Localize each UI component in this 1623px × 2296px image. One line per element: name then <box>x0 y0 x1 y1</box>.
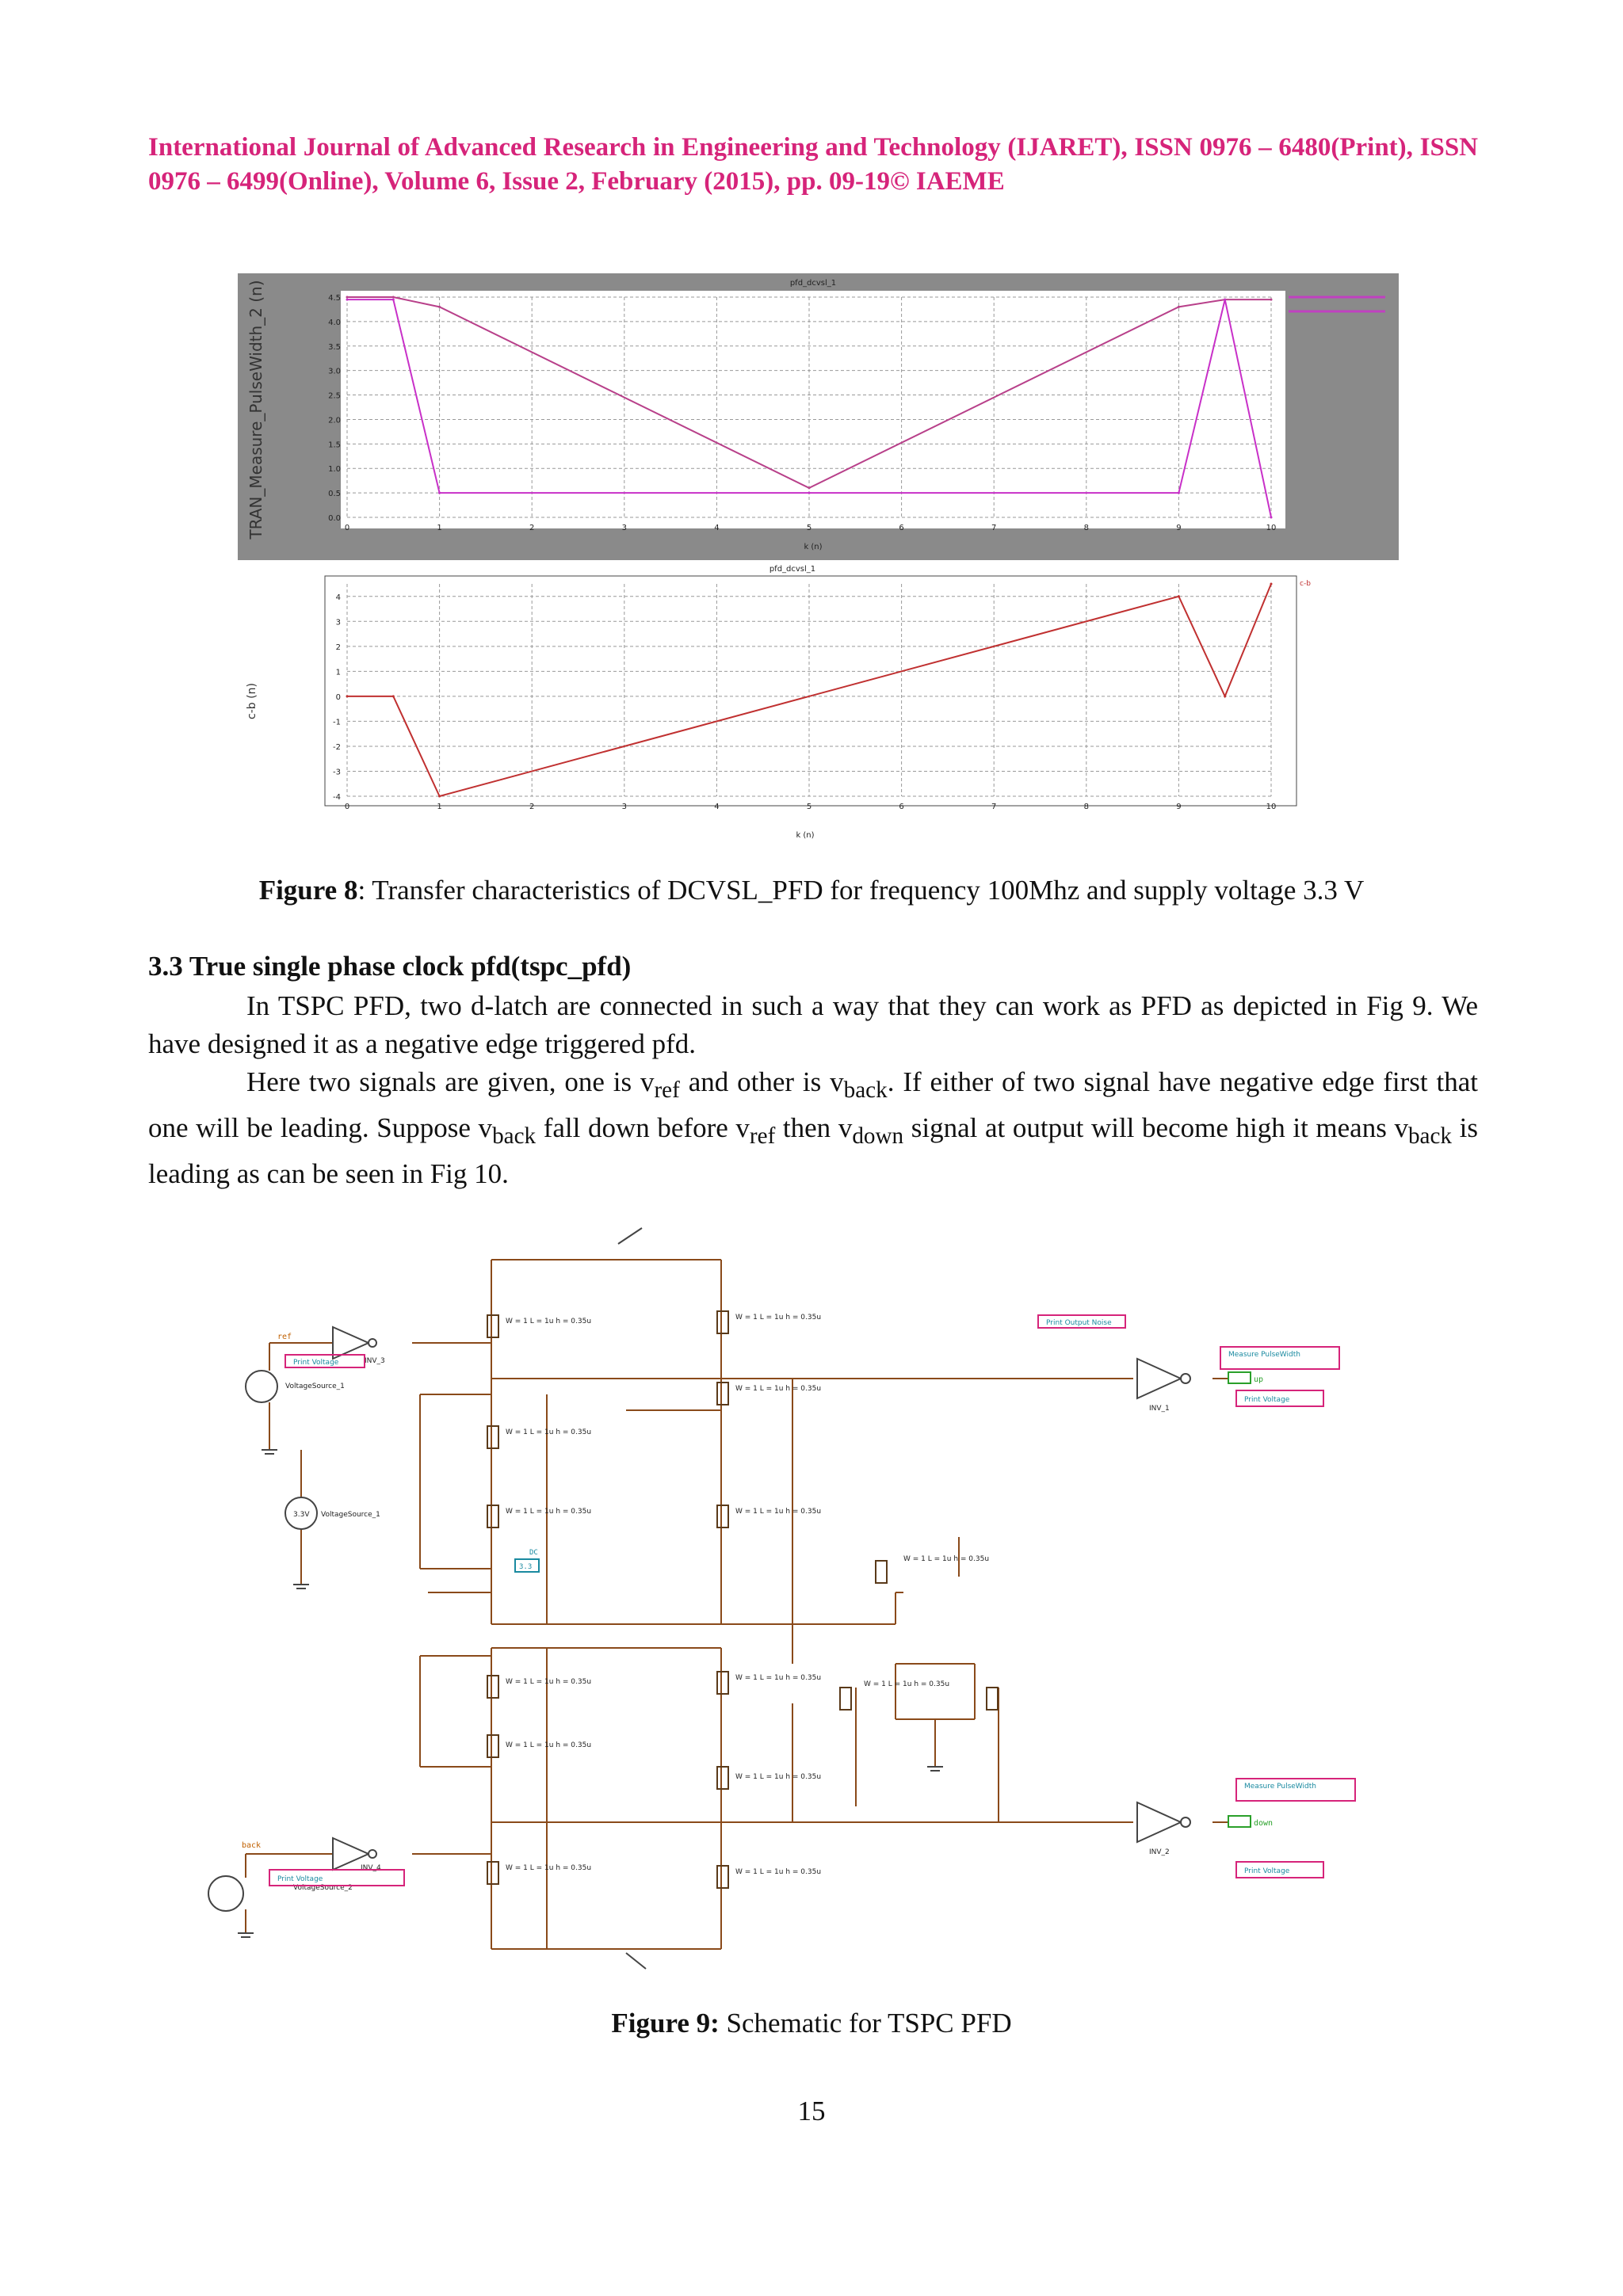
inv4-label: INV_4 <box>361 1864 381 1872</box>
chart1-point <box>1178 306 1180 308</box>
p2-seg-b: and other is v <box>679 1066 844 1097</box>
vsource1-label: VoltageSource_1 <box>285 1383 345 1390</box>
chart1-xtick: 5 <box>806 524 812 532</box>
supply-label: 3.3V <box>293 1511 310 1519</box>
svg-text:W = 1 L = 1u h = 0.35u: W = 1 L = 1u h = 0.35u <box>735 1385 822 1393</box>
print-voltage-back: Print Voltage <box>277 1875 323 1883</box>
chart1-ylabel: TRAN_Measure_PulseWidth_2 (n) <box>246 280 265 540</box>
inv1-label: INV_1 <box>1149 1405 1170 1413</box>
inv3-label: INV_3 <box>365 1357 385 1365</box>
chart2-point <box>1270 583 1273 585</box>
figure-8-charts <box>238 273 1399 844</box>
chart2-xtick: 5 <box>806 803 812 811</box>
chart1-ytick: 0.0 <box>328 514 341 523</box>
chart1-xtick: 9 <box>1176 524 1182 532</box>
dc-label: DC <box>529 1549 538 1557</box>
chart2-point <box>346 695 349 697</box>
chart2-ytick: 2 <box>335 643 341 652</box>
chart2-point <box>392 695 395 697</box>
measure-down: Measure PulseWidth <box>1244 1783 1316 1791</box>
chart2-ytick: -2 <box>333 742 341 752</box>
chart1-xtick: 1 <box>437 524 442 532</box>
figure-9 <box>174 1212 1458 1973</box>
vsource2-label: VoltageSource_1 <box>321 1511 380 1519</box>
svg-text:W = 1 L = 1u h = 0.35u: W = 1 L = 1u h = 0.35u <box>506 1508 592 1516</box>
chart1-point <box>1270 517 1273 519</box>
chart2-xtick: 4 <box>714 803 720 811</box>
p2-seg-g: is leading as can be seen in Fig 10. <box>148 1112 1478 1189</box>
chart1-point <box>392 296 395 299</box>
section-title: 3.3 True single phase clock pfd(tspc_pfd) <box>148 951 632 982</box>
p2-seg-f: signal at output will become high it means v <box>903 1112 1408 1143</box>
chart1-xtick: 7 <box>991 524 997 532</box>
chart1-xtick: 4 <box>714 524 720 532</box>
journal-header <box>148 131 1478 199</box>
chart1-point <box>1270 299 1273 301</box>
down-label: down <box>1254 1819 1274 1828</box>
dc-value: 3.3 <box>519 1563 533 1571</box>
chart2-ytick: 3 <box>335 618 341 627</box>
chart2-ytick: -1 <box>333 718 341 727</box>
chart1-xtick: 8 <box>1083 524 1089 532</box>
chart1-xtick: 0 <box>344 524 350 532</box>
chart1-ytick: 2.5 <box>328 391 341 401</box>
chart1-ytick: 4.0 <box>328 318 341 327</box>
p2-seg-e: then v <box>775 1112 853 1143</box>
svg-text:W = 1 L = 1u h = 0.35u: W = 1 L = 1u h = 0.35u <box>506 1678 592 1686</box>
svg-text:W = 1 L = 1u h = 0.35u: W = 1 L = 1u h = 0.35u <box>506 1428 592 1436</box>
chart1-point <box>438 306 441 308</box>
svg-text:W = 1 L = 1u h = 0.35u: W = 1 L = 1u h = 0.35u <box>735 1773 822 1781</box>
paragraph-1 <box>148 987 1478 1063</box>
chart2-ytick: 1 <box>335 668 341 677</box>
svg-text:W = 1 L = 1u h = 0.35u: W = 1 L = 1u h = 0.35u <box>903 1555 990 1563</box>
chart1-xtick: 3 <box>621 524 627 532</box>
svg-text:W = 1 L = 1u h = 0.35u: W = 1 L = 1u h = 0.35u <box>735 1508 822 1516</box>
svg-text:W = 1 L = 1u h = 0.35u: W = 1 L = 1u h = 0.35u <box>506 1318 592 1325</box>
chart2-ytick: -3 <box>333 768 341 777</box>
chart2-title: pfd_dcvsl_1 <box>769 565 816 574</box>
p2-seg-a: Here two signals are given, one is v <box>246 1066 655 1097</box>
svg-text:W = 1 L = 1u h = 0.35u: W = 1 L = 1u h = 0.35u <box>864 1680 950 1688</box>
chart1-xlabel: k (n) <box>804 543 823 551</box>
chart1-ytick: 1.5 <box>328 441 341 450</box>
paragraph-2-text <box>148 1063 1478 1193</box>
chart2-point <box>438 795 441 798</box>
figure-8 <box>238 273 1399 844</box>
chart1-title: pfd_dcvsl_1 <box>789 279 837 288</box>
svg-text:W = 1 L = 1u h = 0.35u: W = 1 L = 1u h = 0.35u <box>506 1741 592 1749</box>
chart2-point <box>1178 595 1180 597</box>
grid-dots <box>174 1212 1458 1973</box>
chart2-xtick: 3 <box>621 803 627 811</box>
back-label: back <box>242 1841 262 1850</box>
chart1-point <box>346 296 349 299</box>
print-voltage-ref: Print Voltage <box>293 1359 339 1367</box>
paragraph-1-text: In TSPC PFD, two d-latch are connected in such a way that they can work as PFD as depicted in Fig 9. We have designed it as a negative edge triggered pfd. <box>148 990 1478 1059</box>
figure-8-caption-text: : Transfer characteristics of DCVSL_PFD for frequency 100Mhz and supply voltage 3.3 V <box>357 875 1365 906</box>
chart2-ylabel: c-b (n) <box>246 683 258 719</box>
chart1-point <box>1178 492 1180 494</box>
p2-sub-ref: ref <box>654 1077 680 1103</box>
chart1-xtick: 10 <box>1266 524 1277 532</box>
figure-8-caption <box>0 875 1623 906</box>
chart2-ytick: -4 <box>333 793 341 802</box>
paragraph-2 <box>148 1063 1478 1193</box>
chart1-point <box>808 486 811 489</box>
print-output-noise: Print Output Noise <box>1046 1319 1112 1327</box>
chart2-xtick: 2 <box>529 803 535 811</box>
svg-text:W = 1 L = 1u h = 0.35u: W = 1 L = 1u h = 0.35u <box>735 1314 822 1322</box>
figure-9-caption-text: Schematic for TSPC PFD <box>719 2008 1012 2039</box>
svg-text:W = 1 L = 1u h = 0.35u: W = 1 L = 1u h = 0.35u <box>506 1864 592 1872</box>
p2-sub-down: down <box>852 1123 904 1149</box>
p2-sub-back: back <box>843 1077 888 1103</box>
chart2-ytick: 0 <box>335 692 341 702</box>
up-label: up <box>1254 1375 1264 1384</box>
svg-text:W = 1 L = 1u h = 0.35u: W = 1 L = 1u h = 0.35u <box>735 1674 822 1682</box>
chart1-xtick: 6 <box>899 524 904 532</box>
chart1-point <box>808 492 811 494</box>
chart1-xtick: 2 <box>529 524 535 532</box>
chart1-ytick: 2.0 <box>328 416 341 425</box>
chart2-xtick: 7 <box>991 803 997 811</box>
chart2-xtick: 0 <box>344 803 350 811</box>
chart1-ytick: 0.5 <box>328 490 341 499</box>
chart1-point <box>1224 299 1226 301</box>
inv2-label: INV_2 <box>1149 1848 1170 1856</box>
measure-up: Measure PulseWidth <box>1228 1351 1300 1359</box>
figure-8-label: Figure 8 <box>258 875 358 906</box>
ref-label: ref <box>277 1333 292 1341</box>
p2-sub-back-2: back <box>492 1123 537 1149</box>
chart2-legend-label: c-b <box>1300 580 1311 588</box>
p2-sub-back-3: back <box>1407 1123 1453 1149</box>
chart2-point <box>1224 695 1226 697</box>
chart2-xtick: 8 <box>1083 803 1089 811</box>
chart1-point <box>346 299 349 301</box>
svg-text:W = 1 L = 1u h = 0.35u: W = 1 L = 1u h = 0.35u <box>735 1868 822 1876</box>
chart2-ytick: 4 <box>335 593 341 602</box>
chart1-ytick: 4.5 <box>328 294 341 303</box>
chart1-ytick: 3.0 <box>328 367 341 376</box>
chart1-point <box>392 299 395 301</box>
chart1-legend-box <box>1285 291 1388 322</box>
chart2-xtick: 10 <box>1266 803 1277 811</box>
chart2-xlabel: k (n) <box>796 831 815 840</box>
schematic-tspc-pfd <box>174 1212 1458 1973</box>
chart2-xtick: 1 <box>437 803 442 811</box>
vsource-back-label: VoltageSource_2 <box>293 1884 353 1892</box>
p2-seg-d: fall down before v <box>536 1112 750 1143</box>
chart2-xtick: 6 <box>899 803 904 811</box>
figure-9-caption <box>0 2008 1623 2039</box>
page-number: 15 <box>797 2096 826 2126</box>
chart2-xtick: 9 <box>1176 803 1182 811</box>
chart1-point <box>438 492 441 494</box>
chart1-ytick: 1.0 <box>328 465 341 475</box>
chart1-ytick: 3.5 <box>328 342 341 352</box>
journal-header-text: International Journal of Advanced Research in Engineering and Technology (IJARET), ISSN 0976 – 6480(Print), ISSN 0976 – 6499(Online), Volume 6, Issue 2, February (2015), pp. 09-19© IAEME <box>148 133 1478 196</box>
print-voltage-down: Print Voltage <box>1244 1867 1290 1875</box>
p2-sub-ref-2: ref <box>749 1123 776 1149</box>
p2-seg-c: . If either of two signal have negative edge first that one will be leading. Suppose v <box>148 1066 1478 1143</box>
figure-9-label: Figure 9: <box>611 2008 720 2039</box>
print-voltage-up: Print Voltage <box>1244 1396 1290 1404</box>
